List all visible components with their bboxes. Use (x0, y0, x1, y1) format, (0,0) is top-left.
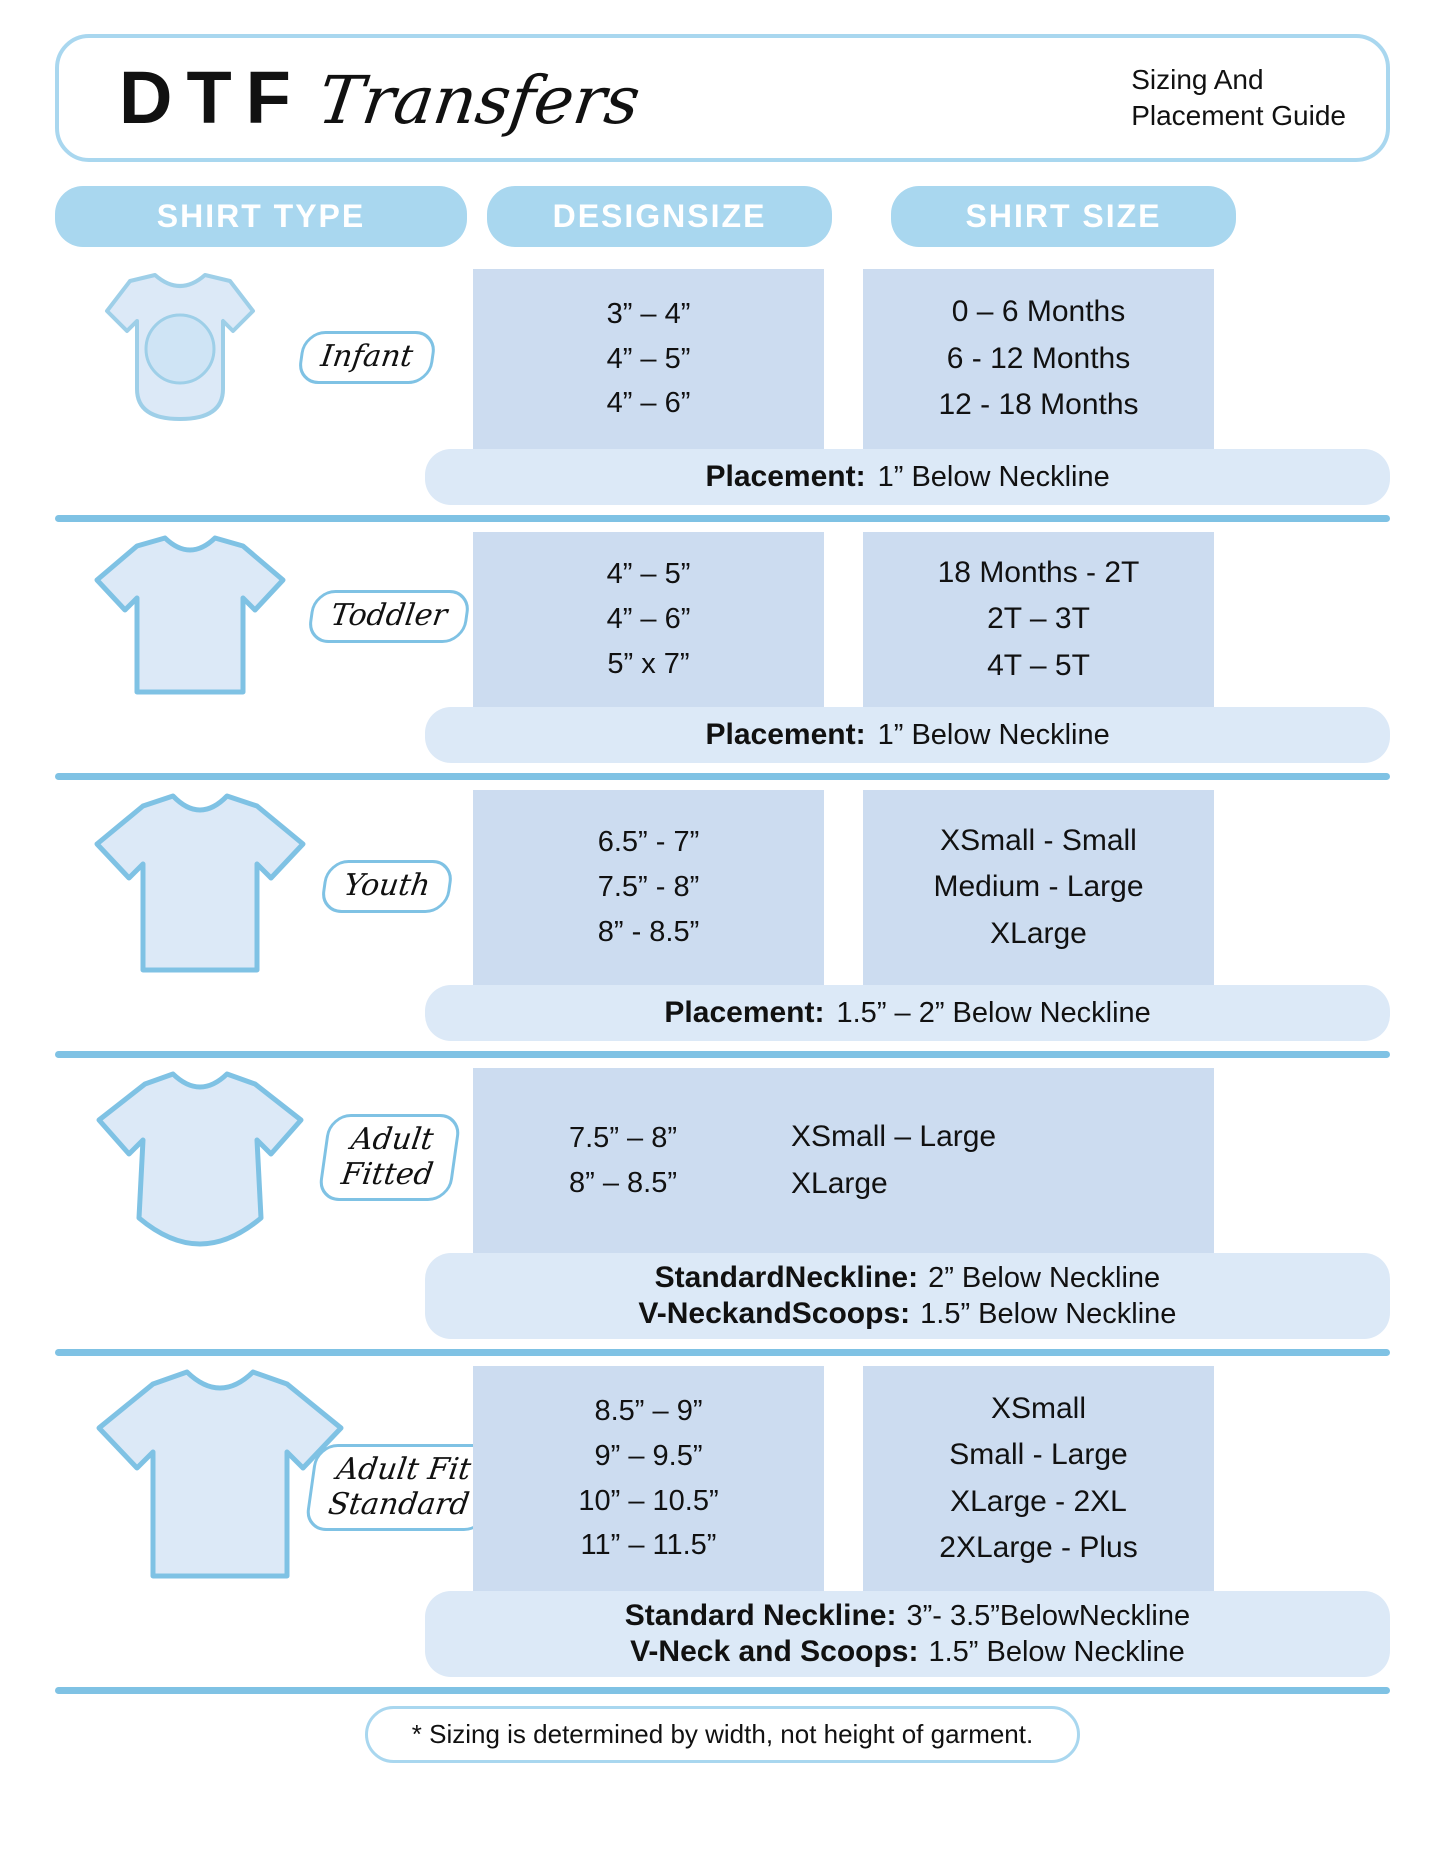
column-header-shirt-type: SHIRT TYPE (55, 186, 467, 247)
type-label-adult-fit-standard: Adult Fit Standard (304, 1444, 499, 1531)
shirt-size-value: 2XLarge - Plus (939, 1531, 1138, 1564)
header-subtitle-line2: Placement Guide (1131, 100, 1346, 131)
shirt-size-value: 4T – 5T (987, 648, 1090, 682)
logo-dtf-text: DTF (119, 56, 305, 139)
table-row (55, 269, 1390, 522)
tshirt-icon (75, 532, 305, 707)
placement-value: 3”- 3.5”BelowNeckline (906, 1600, 1191, 1632)
shirt-size-list (939, 1386, 1137, 1572)
design-size-value: 3” – 4” (606, 297, 691, 330)
design-size-list (607, 552, 691, 687)
footer (55, 1706, 1390, 1763)
placement-line (630, 1635, 1185, 1669)
shirt-size-value: Small - Large (949, 1438, 1128, 1471)
design-size-value: 7.5” - 8” (597, 871, 700, 904)
placement-label: Placement: (705, 718, 866, 751)
design-and-size-cell (473, 1068, 1214, 1253)
design-size-cell (473, 532, 824, 707)
placement-bar (425, 449, 1390, 505)
row-divider (55, 773, 1390, 780)
design-size-value: 4” – 5” (606, 342, 691, 375)
row-divider (55, 515, 1390, 522)
row-divider (55, 1349, 1390, 1356)
shirt-graphic-cell (55, 532, 467, 707)
design-size-value: 8.5” – 9” (594, 1394, 703, 1427)
design-size-value: 8” - 8.5” (597, 915, 700, 948)
header-subtitle (1131, 62, 1346, 135)
design-size-value: 6.5” - 7” (597, 826, 700, 859)
placement-label: StandardNeckline: (654, 1261, 919, 1294)
type-label-toddler: Toddler (306, 590, 471, 643)
row-divider (55, 1687, 1390, 1694)
design-size-value: 4” – 5” (606, 558, 691, 591)
fitted-tshirt-icon (75, 1068, 325, 1253)
placement-line (625, 1599, 1190, 1633)
shirt-size-value: 6 - 12 Months (946, 341, 1131, 375)
shirt-size-value: 18 Months - 2T (937, 555, 1140, 589)
table-row (55, 1068, 1390, 1356)
placement-value: 1.5” – 2” Below Neckline (836, 996, 1151, 1029)
placement-label: Placement: (664, 996, 825, 1029)
design-size-cell (473, 269, 824, 449)
type-label-youth: Youth (319, 860, 454, 913)
column-headers (55, 186, 1390, 247)
type-label-infant: Infant (296, 331, 437, 384)
design-size-value: 9” – 9.5” (594, 1439, 703, 1472)
placement-bar (425, 1253, 1390, 1339)
placement-label: V-Neck and Scoops: (630, 1635, 919, 1668)
shirt-size-value: XSmall - Small (940, 823, 1137, 857)
onesie-icon (75, 269, 285, 449)
design-size-list (607, 292, 691, 427)
design-size-value: 4” – 6” (606, 387, 691, 420)
tshirt-icon (75, 790, 325, 985)
shirt-size-list (938, 289, 1138, 429)
header (55, 34, 1390, 162)
placement-label: Placement: (705, 460, 866, 493)
shirt-size-value: 2T – 3T (987, 602, 1090, 636)
placement-bar (425, 707, 1390, 763)
placement-label: Standard Neckline: (624, 1599, 897, 1632)
shirt-size-value: XLarge (990, 916, 1087, 950)
placement-value: 2” Below Neckline (928, 1262, 1161, 1294)
shirt-size-value: Medium - Large (933, 870, 1144, 904)
logo-script-text: Transfers (313, 62, 645, 139)
header-subtitle-line1: Sizing And (1131, 63, 1264, 95)
row-divider (55, 1051, 1390, 1058)
table-row (55, 790, 1390, 1058)
table-row (55, 532, 1390, 780)
shirt-size-list (773, 1114, 996, 1207)
design-size-value: 10” – 10.5” (578, 1484, 719, 1517)
shirt-size-value: 0 – 6 Months (951, 295, 1126, 329)
design-size-value: 8” – 8.5” (569, 1166, 677, 1199)
design-size-value: 5” x 7” (607, 647, 690, 680)
placement-value: 1” Below Neckline (877, 460, 1110, 493)
shirt-size-cell (863, 532, 1214, 707)
table-row (55, 1366, 1390, 1694)
placement-line (638, 1297, 1176, 1331)
shirt-graphic-cell (55, 1068, 467, 1253)
shirt-size-list (933, 818, 1143, 958)
design-size-cell (473, 1366, 824, 1591)
design-size-list (578, 1389, 718, 1569)
placement-bar (425, 985, 1390, 1041)
placement-line (655, 1261, 1161, 1295)
shirt-graphic-cell (55, 269, 467, 449)
column-header-shirt-size: SHIRT SIZE (891, 186, 1236, 247)
shirt-size-cell (863, 790, 1214, 985)
shirt-size-cell (863, 269, 1214, 449)
column-header-design-size: DESIGNSIZE (487, 186, 832, 247)
shirt-graphic-cell (55, 790, 467, 985)
logo (119, 56, 645, 139)
placement-label: V-NeckandScoops: (638, 1297, 911, 1330)
design-size-list (473, 1116, 773, 1206)
shirt-size-value: 12 - 18 Months (938, 388, 1139, 422)
design-size-cell (473, 790, 824, 985)
design-size-value: 4” – 6” (606, 603, 691, 636)
footer-note: * Sizing is determined by width, not height of garment. (365, 1706, 1080, 1763)
design-size-value: 11” – 11.5” (580, 1529, 717, 1562)
placement-value: 1” Below Neckline (877, 718, 1110, 751)
shirt-size-value: XLarge - 2XL (950, 1484, 1127, 1518)
placement-bar (425, 1591, 1390, 1677)
design-size-list (598, 820, 700, 955)
placement-value: 1.5” Below Neckline (928, 1636, 1185, 1668)
shirt-size-cell (863, 1366, 1214, 1591)
shirt-size-list (938, 550, 1140, 690)
shirt-size-value: XSmall – Large (791, 1120, 997, 1153)
type-label-adult-fitted: Adult Fitted (317, 1114, 463, 1201)
design-size-value: 7.5” – 8” (569, 1121, 677, 1154)
placement-value: 1.5” Below Neckline (920, 1298, 1177, 1330)
shirt-graphic-cell (55, 1366, 474, 1591)
shirt-size-value: XLarge (791, 1166, 888, 1200)
shirt-size-value: XSmall (990, 1391, 1086, 1425)
